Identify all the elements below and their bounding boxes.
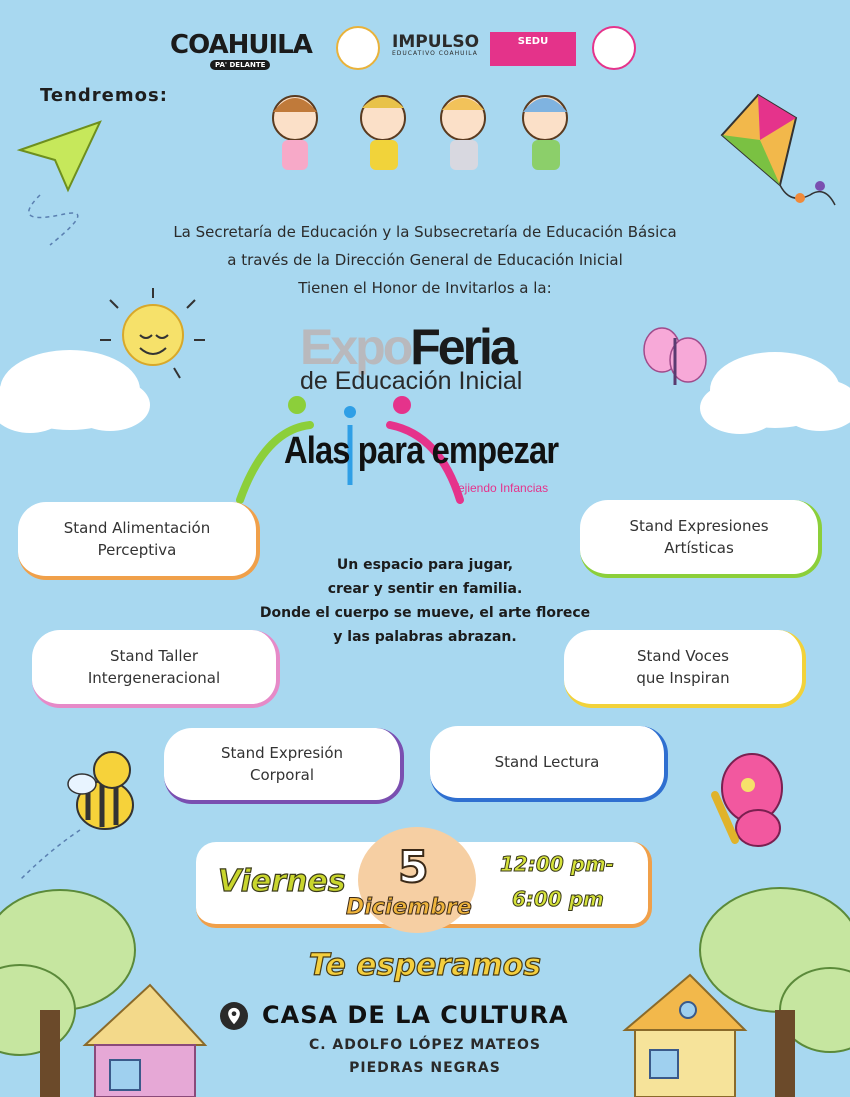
tendremos-label: Tendremos: [40,85,168,106]
stand-expresion-corporal [164,728,404,804]
description-line-1: Un espacio para jugar, [336,557,514,573]
stand-voces-line-1: Stand Voces [637,647,729,665]
butterfly-icon [644,328,706,385]
kite-icon [722,95,835,205]
stand-taller-line-2: Intergeneracional [87,669,221,687]
event-day: 5 [398,842,429,893]
stand-expresiones-line-1: Stand Expresiones [629,517,769,535]
intro-line-2: a través de la Dirección General de Educación Inicial [227,251,623,269]
emblem-logo-icon [592,26,636,70]
coahuila-logo [170,30,312,69]
sedu-logo: SEDU [490,32,576,66]
seal-logo-icon [336,26,380,70]
event-month: Diciembre [346,895,472,920]
stand-alimentacion [18,502,260,580]
stand-expresion-corporal-line-2: Corporal [249,766,315,784]
description-line-2: crear y sentir en familia. [327,581,523,597]
impulso-logo-sub: EDUCATIVO COAHUILA [392,50,478,57]
stand-alimentacion-line-2: Perceptiva [97,541,177,559]
stand-expresion-corporal-line-1: Stand Expresión [221,744,343,762]
event-description [230,553,620,649]
kids-illustration [273,96,567,170]
venue-address-line-2: PIEDRAS NEGRAS [349,1060,501,1076]
paper-plane-icon [20,122,100,245]
event-time-end: 6:00 pm [512,887,604,911]
sponsor-logos [170,22,650,77]
impulso-logo-text: IMPULSO [392,32,480,52]
stand-lectura [430,726,668,802]
cloud-right [700,352,850,434]
description-line-4: y las palabras abrazan. [333,629,517,645]
stand-voces-line-2: que Inspiran [636,669,730,687]
welcome-text: Te esperamos [308,948,542,983]
intro-line-3: Tienen el Honor de Invitarlos a la: [298,279,552,297]
bee-icon [20,752,133,880]
event-time-start: 12:00 pm- [500,852,615,876]
intro-line-1: La Secretaría de Educación y la Subsecretaría de Educación Básica [173,223,677,241]
event-title-expo: Expo [300,319,411,375]
cloud-left [0,350,150,433]
event-title-feria: Feria [410,319,515,375]
stand-alimentacion-line-1: Stand Alimentación [63,519,211,537]
stand-expresiones-line-2: Artísticas [664,539,734,557]
event-subtitle: de Educación Inicial [300,367,523,395]
event-tagline: Tejiendo Infancias [452,481,549,495]
event-slogan: Alas para empezar [284,430,559,472]
location-pin-icon [220,1002,248,1030]
event-weekday: Viernes [218,864,346,899]
impulso-logo [392,32,479,57]
description-line-3: Donde el cuerpo se mueve, el arte florece [259,605,591,621]
stand-lectura-line-1: Stand Lectura [494,753,600,771]
stand-taller-line-1: Stand Taller [110,647,198,665]
intro-text [100,218,750,302]
venue-address-line-1: C. ADOLFO LÓPEZ MATEOS [308,1037,542,1053]
venue-name: CASA DE LA CULTURA [262,1001,569,1029]
coahuila-logo-sub: PA' DELANTE [210,60,270,70]
butterfly-large-icon [715,754,782,846]
coahuila-logo-text: COAHUILA [170,30,312,60]
